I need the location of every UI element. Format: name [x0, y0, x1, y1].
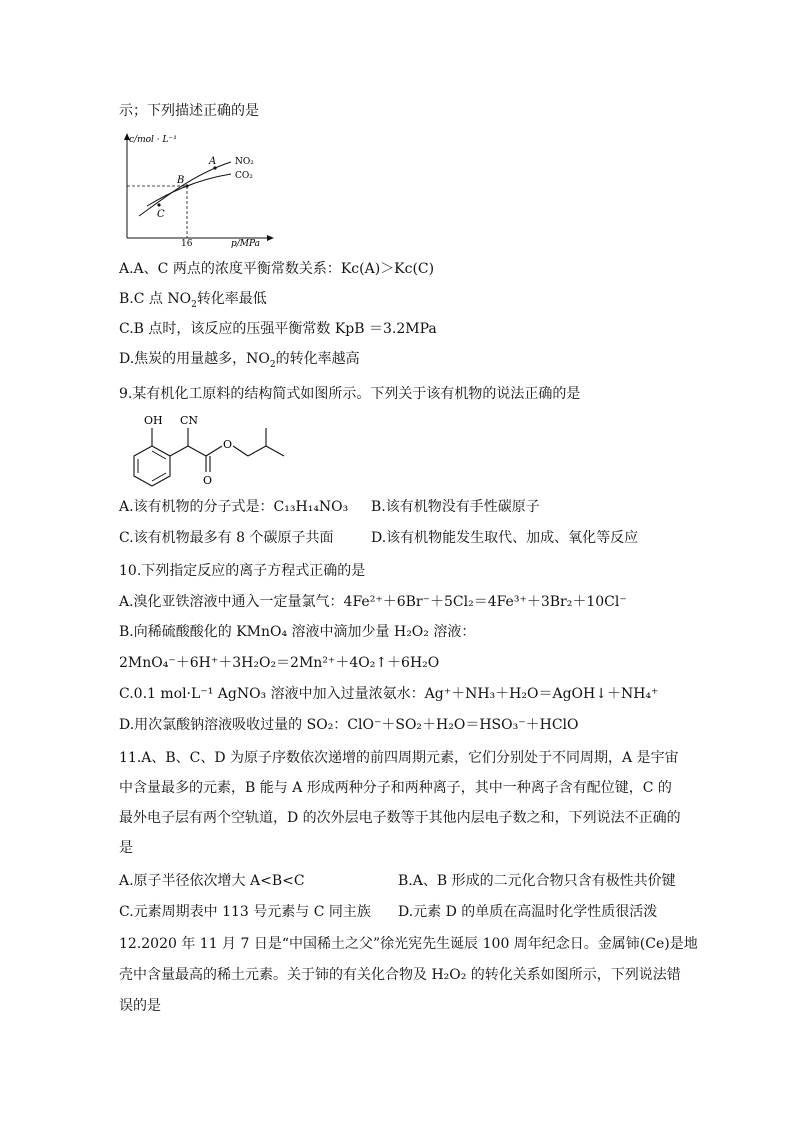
q11-option-b: B.A、B 形成的二元化合物只含有极性共价键 — [398, 873, 676, 889]
q9-ester-o-label: O — [223, 438, 233, 451]
q12-stem-line1: 12.2020 年 11 月 7 日是“中国稀土之父”徐光宪先生诞辰 100 周年纪念日。金属铈(Ce)是地 — [119, 936, 698, 952]
q8-point-b — [185, 184, 188, 187]
q8-option-a: A.A、C 两点的浓度平衡常数关系：Kc(A)＞Kc(C) — [119, 261, 435, 277]
q9-option-d: D.该有机物能发生取代、加成、氧化等反应 — [371, 530, 639, 546]
q9-option-c: C.该有机物最多有 8 个碳原子共面 — [119, 530, 334, 546]
q12-stem-line2: 壳中含量最高的稀土元素。关于铈的有关化合物及 H₂O₂ 的转化关系如图所示，下列说法错 — [119, 967, 681, 983]
q11-option-d: D.元素 D 的单质在高温时化学性质很活泼 — [398, 904, 658, 920]
q8-graph-xlabel: p/MPa — [231, 239, 261, 248]
q9-option-a: A.该有机物的分子式是：C₁₃H₁₄NO₃ — [119, 499, 349, 515]
q11-stem-line3: 最外电子层有两个空轨道，D 的次外层电子数等于其他内层电子数之和，下列说法不正确的 — [119, 810, 681, 826]
q8-option-d: D.焦炭的用量越多，$NO_2$的转化率越高 — [119, 351, 360, 370]
q8-option-c: C.B 点时，该反应的压强平衡常数 KpB ＝3.2MPa — [119, 321, 437, 337]
q8-graph-tick-16: 16 — [181, 239, 193, 248]
q8-point-c — [157, 203, 160, 206]
q8-label-no2: NO₂ — [235, 157, 254, 167]
q9-oh-label: OH — [144, 414, 163, 427]
q10-option-a: A.溴化亚铁溶液中通入一定量氯气：4Fe²⁺＋6Br⁻＋5Cl₂＝4Fe³⁺＋3Br₂＋10Cl⁻ — [119, 594, 627, 610]
q9-cn-label: CN — [180, 414, 199, 427]
q10-option-c: C.0.1 mol·L⁻¹ AgNO₃ 溶液中加入过量浓氨水：Ag⁺＋NH₃＋H₂O＝AgOH↓＋NH₄⁺ — [119, 686, 659, 702]
q11-option-c: C.元素周期表中 113 号元素与 C 同主族 — [119, 904, 371, 920]
q8-concentration-pressure-graph — [119, 128, 279, 248]
q9-structural-formula — [124, 408, 304, 490]
q10-option-d: D.用次氯酸钠溶液吸收过量的 SO₂：ClO⁻＋SO₂＋H₂O＝HSO₃⁻＋HClO — [119, 717, 579, 733]
q8-intro-tail: 示；下列描述正确的是 — [119, 103, 259, 119]
q8-graph-ylabel: c/mol · L⁻¹ — [129, 135, 177, 145]
q11-stem-line1: 11.A、B、C、D 为原子序数依次递增的前四周期元素，它们分别处于不同周期，A 是宇宙 — [119, 750, 679, 766]
q10-option-b-line1: B.向稀硫酸酸化的 KMnO₄ 溶液中滴加少量 H₂O₂ 溶液： — [119, 624, 476, 640]
q8-label-a: A — [209, 156, 217, 167]
q10-stem: 10.下列指定反应的离子方程式正确的是 — [119, 563, 366, 579]
q8-no2-curve — [139, 162, 231, 216]
q8-label-c: C — [157, 209, 165, 220]
q9-carbonyl-o-label: O — [203, 474, 213, 487]
q12-stem-line3: 误的是 — [119, 998, 161, 1014]
q11-stem-line4: 是 — [119, 840, 133, 856]
q11-stem-line2: 中含量最多的元素，B 能与 A 形成两种分子和两种离子，其中一种离子含有配位键，C 的 — [119, 780, 672, 796]
q9-stem: 9.某有机化工原料的结构简式如图所示。下列关于该有机物的说法正确的是 — [119, 386, 581, 402]
q11-option-a: A.原子半径依次增大 A<B<C — [119, 873, 305, 889]
q8-label-b: B — [177, 175, 185, 186]
q8-label-co2: CO₂ — [235, 171, 253, 181]
q10-option-b-line2: 2MnO₄⁻＋6H⁺＋3H₂O₂＝2Mn²⁺＋4O₂↑＋6H₂O — [119, 655, 440, 671]
q9-option-b: B.该有机物没有手性碳原子 — [371, 499, 540, 515]
q8-option-b: B.C 点 $NO_2$转化率最低 — [119, 291, 267, 310]
